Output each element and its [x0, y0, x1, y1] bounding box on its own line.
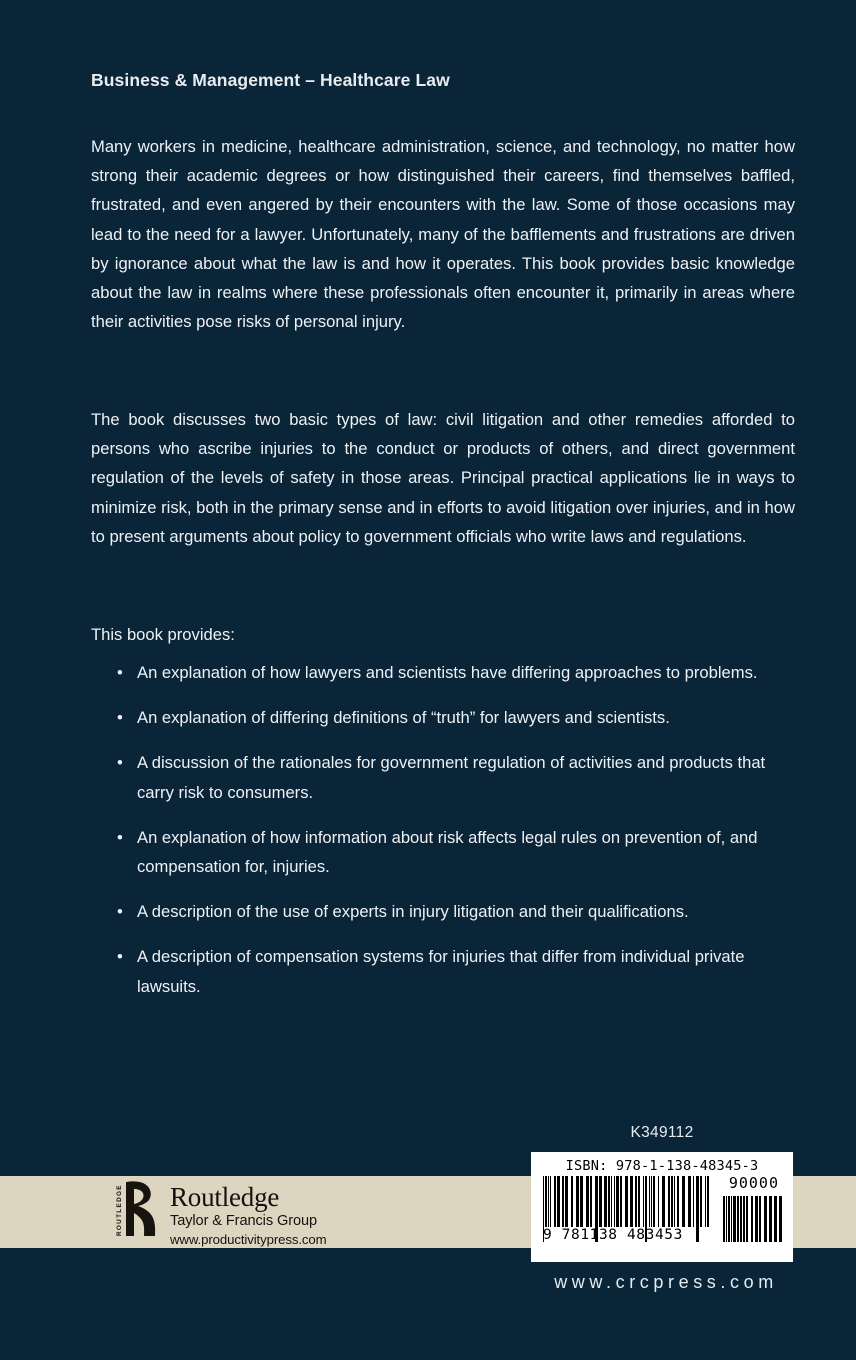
- blurb-paragraph-2: The book discusses two basic types of law: civil litigation and other remedies afforded to persons who ascribe injuries to the conduct or products of others, and direct government regulation of the levels of safety in those areas. Principal practical applications lie in ways to minimize risk, both in the primary sense and in efforts to avoid litigation over injuries, and in how to present arguments about policy to government officials who write laws and regulations.: [91, 410, 795, 546]
- list-item-text: A description of compensation systems for injuries that differ from individual private lawsuits.: [137, 947, 745, 996]
- list-item: [91, 748, 795, 806]
- blurb-paragraph-1: Many workers in medicine, healthcare administration, science, and technology, no matter how strong their academic degrees or how distinguished their careers, find themselves baffled, frustrated, and even angered by their encounters with the law. Some of those occasions may lead to the need for a lawyer. Unfortunately, many of the bafflements and frustrations are driven by ignorance about what the law is and how it operates. This book provides basic knowledge about the law in realms where these professionals often encounter it, primarily in areas where their activities pose risks of personal injury.: [91, 137, 795, 332]
- list-item: [91, 703, 795, 732]
- list-item-text: A description of the use of experts in injury litigation and their qualifications.: [137, 902, 689, 922]
- bullet-list-lead-in: This book provides:: [91, 625, 235, 644]
- list-item: [91, 658, 795, 687]
- imprint-url: www.productivitypress.com: [170, 1232, 327, 1247]
- publisher-name: Routledge: [170, 1182, 280, 1212]
- bullet-dot-icon: •: [117, 708, 123, 728]
- barcode-ean-digits: 9 781138 483453: [543, 1227, 683, 1243]
- routledge-vertical-wordmark: ROUTLEDGE: [116, 1184, 123, 1236]
- publisher-group: Taylor & Francis Group: [170, 1213, 318, 1229]
- list-item: [91, 823, 795, 881]
- list-item: [91, 942, 795, 1000]
- bullet-dot-icon: •: [117, 902, 123, 922]
- bullet-dot-icon: •: [117, 827, 123, 847]
- bullet-dot-icon: •: [117, 663, 123, 682]
- routledge-r-mark-icon: [108, 1182, 164, 1240]
- routledge-logo: [108, 1182, 327, 1247]
- isbn-barcode: [531, 1152, 793, 1262]
- barcode-bars: [541, 1176, 783, 1242]
- isbn-text: ISBN: 978-1-138-48345-3: [565, 1158, 759, 1174]
- catalog-code: K349112: [630, 1124, 694, 1141]
- bullet-dot-icon: •: [117, 753, 123, 773]
- feature-bullet-list: [91, 658, 795, 1017]
- list-item-text: An explanation of differing definitions of “truth” for lawyers and scientists.: [137, 708, 670, 728]
- stylized-r-icon: [122, 1178, 162, 1240]
- bullet-dot-icon: •: [117, 947, 123, 967]
- list-item-text: A discussion of the rationales for government regulation of activities and products that carry risk to consumers.: [137, 753, 766, 802]
- list-item-text: An explanation of how information about risk affects legal rules on prevention of, and compensation for, injuries.: [137, 827, 758, 877]
- list-item: [91, 897, 795, 926]
- barcode-addon-bars: [723, 1196, 781, 1242]
- list-item-text: An explanation of how lawyers and scientists have differing approaches to problems.: [137, 663, 758, 682]
- crcpress-url: www.crcpress.com: [554, 1272, 778, 1292]
- publisher-names: [170, 1182, 327, 1249]
- barcode-addon-digits: 90000: [728, 1174, 779, 1192]
- subject-category-heading: Business & Management – Healthcare Law: [91, 70, 450, 90]
